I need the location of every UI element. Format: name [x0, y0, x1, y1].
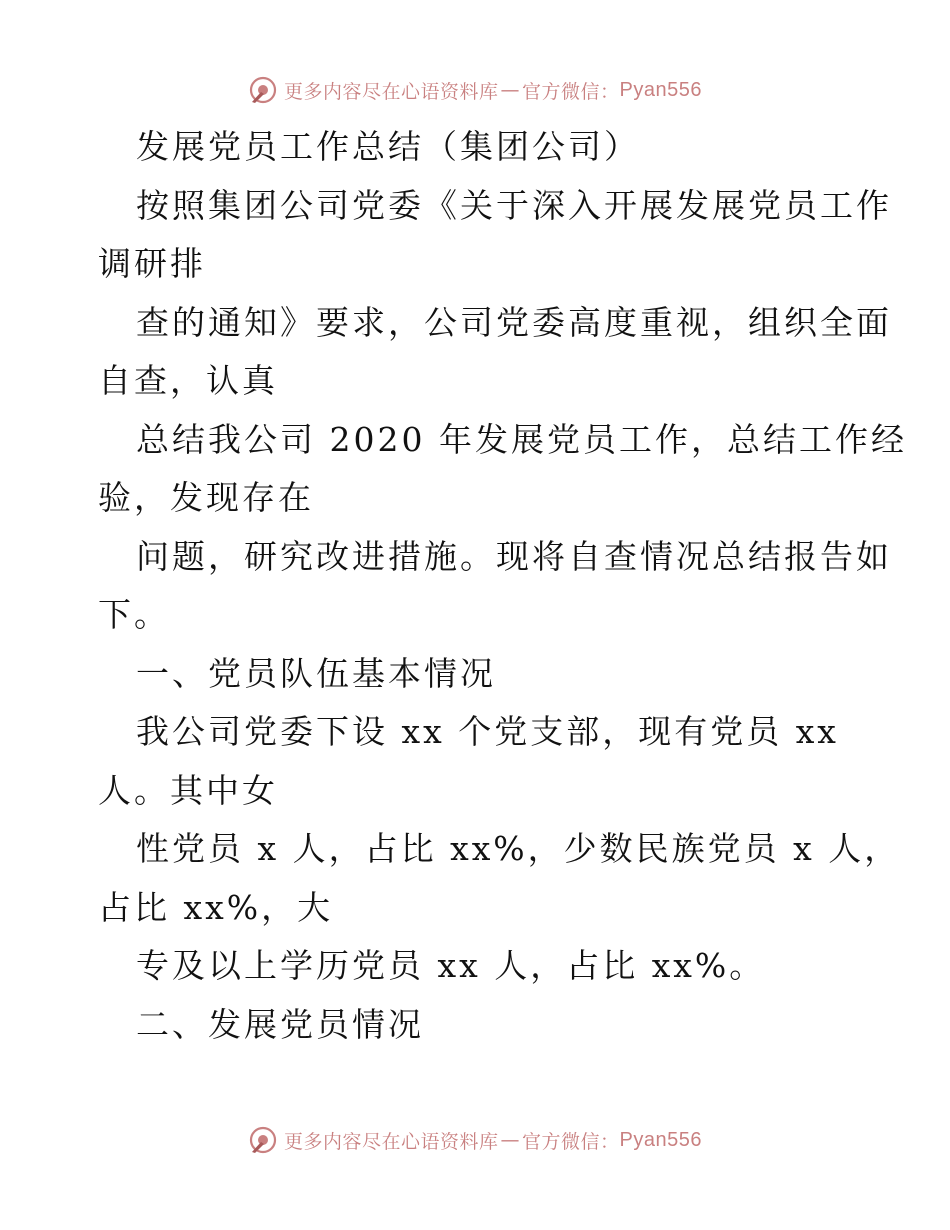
text-line: 总结我公司 2020 年发展党员工作，总结工作经: [136, 419, 907, 459]
text-line: 性党员 x 人，占比 xx%，少数民族党员 x 人，: [136, 829, 901, 868]
text-line: 问题，研究改进措施。现将自查情况总结报告如: [136, 536, 892, 576]
text-line: 调研排: [98, 244, 206, 283]
watermark-wechat-id: Pyan556: [619, 78, 702, 101]
watermark-separator: —: [500, 79, 521, 101]
header-watermark: [0, 70, 950, 110]
text-line: 发展党员工作总结（集团公司）: [136, 127, 640, 166]
text-line: 我公司党委下设 xx 个党支部，现有党员 xx: [136, 712, 839, 751]
text-line: 验，发现存在: [98, 478, 314, 517]
text-line: 自查，认真: [98, 361, 278, 400]
pen-logo-icon: [248, 1125, 278, 1155]
footer-watermark: [0, 1120, 950, 1160]
watermark-separator: —: [500, 1129, 521, 1151]
text-line: 下。: [98, 595, 170, 634]
text-line: 一、党员队伍基本情况: [136, 653, 496, 693]
watermark-text: 更多内容尽在心语资料库: [284, 80, 499, 103]
text-line: 按照集团公司党委《关于深入开展发展党员工作: [136, 185, 892, 225]
document-body: [98, 118, 907, 1054]
text-line: 专及以上学历党员 xx 人，占比 xx%。: [136, 946, 766, 985]
text-line: 人。其中女: [98, 770, 278, 810]
text-line: 查的通知》要求，公司党委高度重视，组织全面: [136, 302, 892, 342]
pen-logo-icon: [248, 75, 278, 105]
watermark-wechat-id: Pyan556: [619, 1128, 702, 1151]
watermark-wechat-label: 官方微信：: [522, 1130, 620, 1153]
watermark-wechat-label: 官方微信：: [522, 80, 620, 103]
watermark-text: 更多内容尽在心语资料库: [284, 1130, 499, 1153]
text-line: 占比 xx%，大: [98, 887, 334, 927]
text-line: 二、发展党员情况: [136, 1004, 424, 1044]
